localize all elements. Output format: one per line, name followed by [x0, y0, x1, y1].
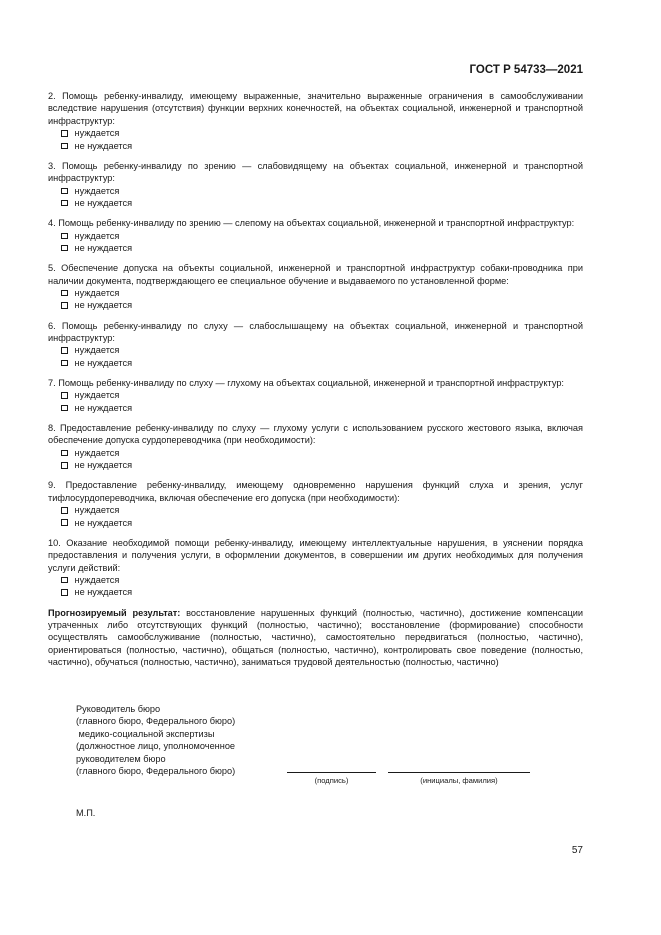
needs-option[interactable] — [48, 185, 583, 197]
option-label: не нуждается — [74, 402, 133, 413]
checkbox-icon[interactable] — [61, 360, 68, 367]
question-item — [48, 160, 583, 210]
option-label: нуждается — [74, 505, 120, 516]
not-needs-option[interactable] — [48, 586, 583, 598]
expected-result — [48, 607, 583, 669]
question-item — [48, 537, 583, 599]
signatory-title — [76, 703, 235, 777]
not-needs-option[interactable] — [48, 299, 583, 311]
checkbox-icon[interactable] — [61, 405, 68, 412]
checkbox-icon[interactable] — [61, 392, 68, 399]
question-item — [48, 422, 583, 472]
checkbox-icon[interactable] — [61, 577, 68, 584]
needs-option[interactable] — [48, 574, 583, 586]
needs-option[interactable] — [48, 230, 583, 242]
question-text: 5. Обеспечение допуска на объекты социальной, инженерной и транспортной инфраструктур собаки-проводника при наличии документа, подтверждающего ее специальное обучение и выдаваемого по установленной форме: — [48, 263, 583, 286]
needs-option[interactable] — [48, 287, 583, 299]
signatory-line: медико-социальной экспертизы — [76, 728, 215, 739]
checkbox-icon[interactable] — [61, 589, 68, 596]
stamp-label: М.П. — [76, 808, 96, 818]
question-item — [48, 377, 583, 414]
option-label: не нуждается — [74, 357, 133, 368]
signatory-line: руководителем бюро — [76, 753, 166, 764]
checkbox-icon[interactable] — [61, 450, 68, 457]
not-needs-option[interactable] — [48, 140, 583, 152]
option-label: не нуждается — [74, 587, 133, 598]
signature-caption: (подпись) — [314, 776, 349, 785]
option-label: не нуждается — [74, 517, 133, 528]
signatory-line: Руководитель бюро — [76, 704, 161, 714]
not-needs-option[interactable] — [48, 517, 583, 529]
option-label: нуждается — [74, 345, 120, 356]
question-item — [48, 320, 583, 370]
option-label: нуждается — [74, 574, 120, 585]
needs-option[interactable] — [48, 127, 583, 139]
page-number: 57 — [571, 845, 583, 856]
checkbox-icon[interactable] — [61, 290, 68, 297]
not-needs-option[interactable] — [48, 402, 583, 414]
question-item — [48, 90, 583, 152]
question-item — [48, 217, 583, 254]
not-needs-option[interactable] — [48, 242, 583, 254]
signature-line — [287, 772, 376, 773]
name-line — [388, 772, 530, 773]
question-text: 3. Помощь ребенку-инвалиду по зрению — слабовидящему на объектах социальной, инженерной и транспортной инфраструктур: — [48, 160, 583, 184]
signatory-line: (главного бюро, Федерального бюро) — [76, 716, 236, 727]
question-text: 6. Помощь ребенку-инвалиду по слуху — слабослышащему на объектах социальной, инженерной и транспортной инфраструктур: — [48, 320, 583, 343]
question-text: 10. Оказание необходимой помощи ребенку-инвалиду, имеющему интеллектуальные нарушения, в уяснении порядка предоставления и получения услуги, в оформлении документов, в совершении им других необходимых для получения услуги действий: — [48, 537, 583, 573]
checkbox-icon[interactable] — [61, 188, 68, 195]
needs-option[interactable] — [48, 344, 583, 356]
question-text: 9. Предоставление ребенку-инвалиду, имеющему одновременно нарушения функций слуха и зрения, услуг тифлосурдопереводчика, включая обеспечение его допуска (при необходимости): — [48, 480, 583, 503]
signatory-line: (должностное лицо, уполномоченное — [76, 741, 236, 752]
not-needs-option[interactable] — [48, 357, 583, 369]
checkbox-icon[interactable] — [61, 200, 68, 207]
document-header: ГОСТ Р 54733—2021 — [469, 64, 583, 76]
question-item — [48, 262, 583, 312]
option-label: нуждается — [74, 447, 120, 458]
checkbox-icon[interactable] — [61, 130, 68, 137]
question-text: 7. Помощь ребенку-инвалиду по слуху — глухому на объектах социальной, инженерной и транспортной инфраструктур: — [48, 377, 564, 388]
question-item — [48, 479, 583, 529]
checklist — [48, 90, 583, 669]
question-text: 2. Помощь ребенку-инвалиду, имеющему выраженные, значительно выраженные ограничения в самообслуживании вследствие нарушения (отсутствия) функции верхних конечностей, на объектах социальной, инженерной и транспортной инфраструктур: — [48, 91, 583, 126]
signatory-line: (главного бюро, Федерального бюро) — [76, 766, 236, 777]
result-label: Прогнозируемый результат: — [48, 607, 181, 618]
checkbox-icon[interactable] — [61, 507, 68, 514]
checkbox-icon[interactable] — [61, 347, 68, 354]
checkbox-icon[interactable] — [61, 143, 68, 150]
checkbox-icon[interactable] — [61, 302, 68, 309]
option-label: нуждается — [74, 230, 120, 241]
result-text: восстановление нарушенных функций (полностью, частично), достижение компенсации утраченных либо отсутствующих функций (полностью, частично); восстановление (формирование) способности осуществлять самообслуживание (полностью, частично), самостоятельно передвигаться (полностью, частично), ориентироваться (полностью, частично), общаться (полностью, частично), контролировать свое поведение (полностью, частично), обучаться (полностью, частично), заниматься трудовой деятельностью (полностью, частично) — [48, 607, 583, 668]
option-label: не нуждается — [74, 300, 133, 311]
checkbox-icon[interactable] — [61, 462, 68, 469]
not-needs-option[interactable] — [48, 197, 583, 209]
question-text: 4. Помощь ребенку-инвалиду по зрению — слепому на объектах социальной, инженерной и транспортной инфраструктур: — [48, 218, 575, 229]
option-label: нуждается — [74, 287, 120, 298]
option-label: нуждается — [74, 128, 120, 139]
option-label: не нуждается — [74, 140, 133, 151]
question-text: 8. Предоставление ребенку-инвалиду по слуху — глухому услуги с использованием русского жестового языка, включая обеспечение допуска сурдопереводчика (при необходимости): — [48, 422, 583, 446]
checkbox-icon[interactable] — [61, 233, 68, 240]
option-label: не нуждается — [74, 242, 133, 253]
checkbox-icon[interactable] — [61, 519, 68, 526]
option-label: не нуждается — [74, 460, 133, 471]
name-caption: (инициалы, фамилия) — [420, 776, 498, 785]
option-label: нуждается — [74, 390, 120, 401]
needs-option[interactable] — [48, 389, 583, 401]
option-label: не нуждается — [74, 198, 133, 208]
checkbox-icon[interactable] — [61, 245, 68, 252]
not-needs-option[interactable] — [48, 459, 583, 471]
option-label: нуждается — [74, 185, 120, 196]
needs-option[interactable] — [48, 504, 583, 516]
needs-option[interactable] — [48, 447, 583, 459]
